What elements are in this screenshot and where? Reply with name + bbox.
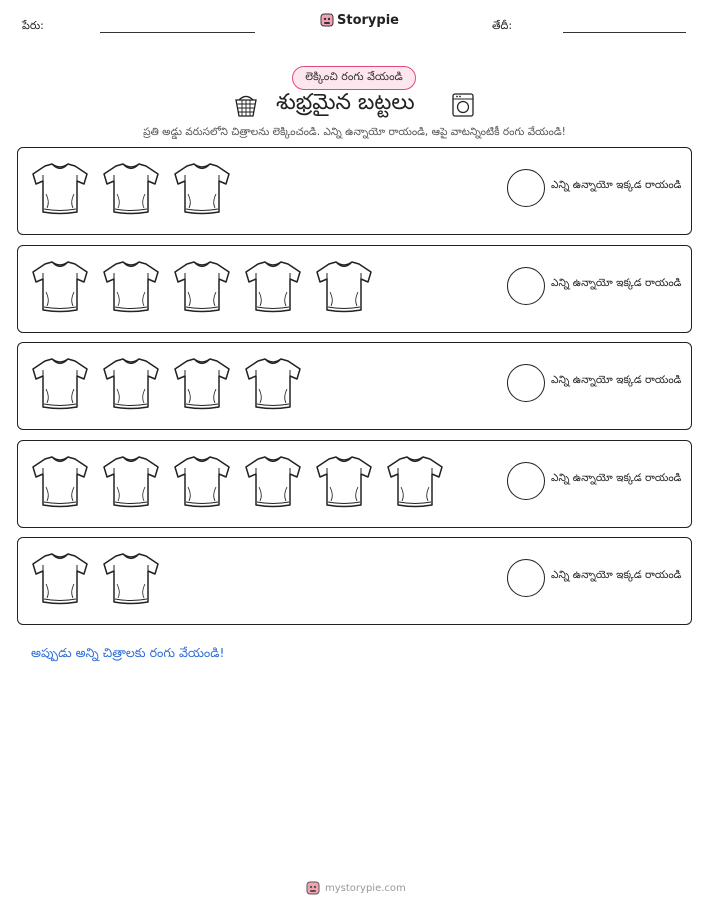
t-shirt-icon [101,453,161,509]
washing-machine-icon [451,92,475,118]
t-shirt-icon [30,258,90,314]
date-line[interactable] [563,32,686,33]
instructions: ప్రతి అడ్డు వరుసలోని చిత్రాలను లెక్కించండి. ఎన్ని ఉన్నాయో రాయండి, ఆపై వాటన్నింటికీ రంగు వేయండి! [143,126,566,138]
name-line[interactable] [100,32,255,33]
t-shirt-icon [314,258,374,314]
t-shirt-icon [30,160,90,216]
closing-note: అప్పుడు అన్ని చిత్రాలకు రంగు వేయండి! [31,645,225,660]
t-shirt-icon [172,355,232,411]
name-label: పేరు: [22,19,44,32]
brand-logo [320,12,399,28]
t-shirt-icon [172,258,232,314]
t-shirt-icon [30,355,90,411]
t-shirt-icon [101,160,161,216]
answer-prompt: ఎన్ని ఉన్నాయో ఇక్కడ రాయండి [551,569,682,581]
answer-prompt: ఎన్ని ఉన్నాయో ఇక్కడ రాయండి [551,374,682,386]
answer-prompt: ఎన్ని ఉన్నాయో ఇక్కడ రాయండి [551,277,682,289]
shirt-group [30,160,232,216]
answer-circle[interactable] [507,559,545,597]
answer-circle[interactable] [507,267,545,305]
t-shirt-icon [314,453,374,509]
footer [306,880,406,896]
t-shirt-icon [243,355,303,411]
brand-name: Storypie [337,12,399,28]
shirt-group [30,453,445,509]
t-shirt-icon [101,258,161,314]
storypie-mascot-icon [306,880,320,896]
laundry-basket-icon [233,92,259,118]
t-shirt-icon [385,453,445,509]
count-row-2 [17,245,692,333]
answer-circle[interactable] [507,462,545,500]
count-row-5 [17,537,692,625]
date-label: తేదీ: [492,19,513,32]
shirt-group [30,258,374,314]
shirt-group [30,550,161,606]
activity-badge: లెక్కించి రంగు వేయండి [292,66,416,90]
t-shirt-icon [243,258,303,314]
t-shirt-icon [30,453,90,509]
answer-circle[interactable] [507,169,545,207]
t-shirt-icon [101,355,161,411]
t-shirt-icon [243,453,303,509]
count-row-4 [17,440,692,528]
answer-prompt: ఎన్ని ఉన్నాయో ఇక్కడ రాయండి [551,472,682,484]
t-shirt-icon [172,160,232,216]
count-row-1 [17,147,692,235]
answer-prompt: ఎన్ని ఉన్నాయో ఇక్కడ రాయండి [551,179,682,191]
storypie-mascot-icon [320,12,334,28]
page-title: శుభ్రమైన బట్టలు [276,90,415,115]
t-shirt-icon [172,453,232,509]
shirt-group [30,355,303,411]
t-shirt-icon [101,550,161,606]
t-shirt-icon [30,550,90,606]
count-row-3 [17,342,692,430]
answer-circle[interactable] [507,364,545,402]
footer-url: mystorypie.com [325,882,406,894]
